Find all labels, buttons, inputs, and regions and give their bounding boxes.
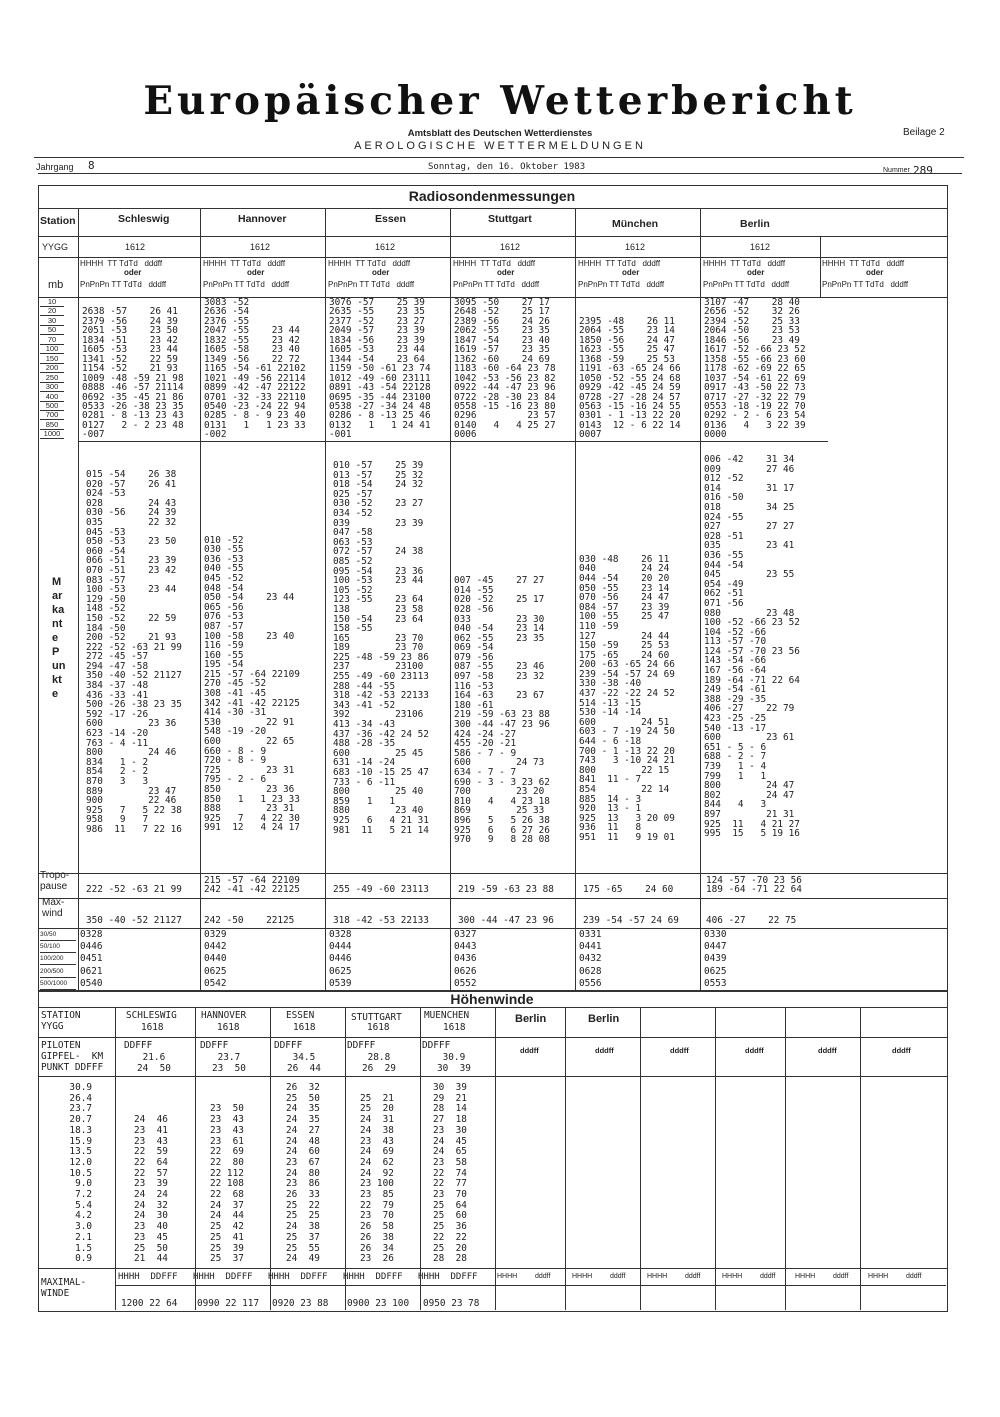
summit-muenchen: 30.9 30 39 — [437, 1052, 471, 1074]
max-head-dddff: dddff — [610, 1273, 626, 1280]
level-label: 250 — [40, 373, 64, 383]
column-head-top: HHHH TT TdTd dddff — [453, 259, 536, 268]
rule — [38, 873, 947, 874]
tropopause-label: Tropo- pause — [40, 870, 70, 892]
level-label: 150 — [40, 354, 64, 364]
sig-stuttgart: 007 -45 27 27 014 -55 020 -52 25 17 028 -56 033 23 30 040 -54 23 14 062 -55 23 35 069 -54 079 -56 087 -55 23 46 097 -58 23 32 116 -53 164 -63 23 67 180 -61 219 -59 -63 23 88 300 -44 -47 23 96 424 -24 -27 455 -20 -21 586 - 7 - 9 600 24 73 634 - 7 - 7 690 - 3 - 3 23 62 700 23 20 810 4 4 23 18 869 25 33 896 5 5 26 38 925 6 6 27 26 970 9 8 28 08 — [454, 575, 550, 846]
maxwind-label: Max- wind — [42, 897, 65, 919]
maxwind-schleswig: 350 -40 -52 21127 — [86, 915, 182, 926]
column-head-bottom: PnPnPn TT TdTd dddff — [453, 280, 540, 289]
max-head: HHHH DDFFF — [193, 1272, 253, 1282]
yygg-schleswig: 1612 — [125, 242, 146, 252]
column-head-top: HHHH TT TdTd dddff — [203, 259, 286, 268]
sig-schleswig: 015 -54 26 38 020 -57 26 41 024 -53 028 24 43 030 -56 24 39 035 22 32 045 -53 050 -53 23 50 060 -54 066 -51 23 39 070 -51 23 42 083 -57 100 -53 23 44 129 -50 148 -52 150 -52 22 59 184 -50 200 -52 21 93 222 -52 -63 21 99 272 -45 -57 294 -47 -58 350 -40 -52 21127 384 -37 -48 436 -33 -41 500 -26 -38 23 35 592 -17 -26 600 23 36 623 -14 -20 763 - 4 -11 800 24 46 834 1 - 2 854 2 - 2 870 3 3 889 23 47 900 22 46 925 7 5 22 38 958 9 7 986 11 7 22 16 — [86, 469, 182, 835]
rule — [78, 441, 828, 442]
wind-col-line — [345, 1007, 346, 1310]
winds-station-stuttgart: STUTTGART — [351, 1012, 402, 1023]
column-head-oder: oder — [372, 268, 390, 277]
shear-berlin: 0330 0447 0439 0625 0553 — [704, 929, 727, 989]
rule — [38, 1076, 947, 1077]
station-berlin: Berlin — [740, 218, 770, 230]
max-head-hhhh: HHHH — [722, 1273, 743, 1280]
winds-station-muenchen: MUENCHEN — [424, 1010, 470, 1021]
max-wind-label: MAXIMAL- WINDE — [41, 1277, 87, 1299]
rule — [38, 208, 947, 209]
wind-col-line — [715, 1007, 716, 1310]
max-head-hhhh: HHHH — [497, 1273, 518, 1280]
max-head: HHHH DDFFF — [268, 1272, 328, 1282]
dofff-stuttgart: DDFFF — [347, 1040, 376, 1051]
pilot-summit-label: PILOTEN GIPFEL- KM PUNKT DDFFF — [41, 1040, 104, 1073]
level-label: 850 — [40, 420, 64, 430]
wind-col-line — [785, 1007, 786, 1310]
winds-stuttgart: 25 21 25 20 24 31 24 38 23 43 24 69 24 62 24 92 23 100 23 85 22 79 23 70 26 58 26 38 26 34 23 26 — [360, 1092, 394, 1265]
level-label: 20 — [40, 306, 64, 316]
shear-label: 500/1000 — [40, 978, 76, 990]
rule — [38, 236, 947, 237]
rule — [38, 898, 947, 899]
winds-station-essen: ESSEN — [286, 1010, 315, 1021]
dofff-hannover: DDFFF — [200, 1040, 229, 1051]
maxwind-stuttgart: 300 -44 -47 23 96 — [458, 915, 554, 926]
dddff-header: dddff — [818, 1046, 837, 1055]
winds-yygg-hannover: 1618 — [217, 1022, 240, 1033]
wind-col-line — [860, 1007, 861, 1310]
level-label: 100 — [40, 344, 64, 354]
level-label: 30 — [40, 316, 64, 326]
station-label: Station — [40, 215, 76, 227]
std-berlin: 3107 -47 28 40 2656 -52 32 26 2394 -52 25 33 2064 -50 23 53 1846 -56 23 49 1617 -52 -66 23 52 1358 -55 -66 23 60 1178 -62 -69 22 65 1037 -54 -61 22 69 0917 -43 -50 22 73 0717 -27 -32 22 79 0553 -18 -19 22 70 0292 - 2 - 6 23 54 0136 4 3 22 39 0000 — [704, 297, 806, 441]
station-muenchen: München — [612, 218, 659, 230]
winds-station-hannover: HANNOVER — [201, 1010, 247, 1021]
column-head-top: HHHH TT TdTd dddff — [703, 259, 786, 268]
winds-station-berlin-2: Berlin — [588, 1013, 620, 1025]
level-label: 70 — [40, 335, 64, 345]
wind-col-line — [640, 1007, 641, 1310]
maxwind-value-stuttgart: 0900 23 100 — [347, 1298, 410, 1309]
yygg-hannover: 1612 — [250, 242, 271, 252]
wind-col-line — [270, 1007, 271, 1310]
sig-essen: 010 -57 25 39 013 -57 25 32 018 -54 24 32 025 -57 030 -52 23 27 034 -52 039 23 39 047 -58 063 -53 072 -57 24 38 085 -52 095 -54 23 36 100 -53 23 44 105 -52 123 -55 23 64 138 23 58 150 -54 23 64 158 -55 165 23 70 189 23 70 225 -48 -59 23 86 237 23100 255 -49 -60 23113 288 -44 -55 318 -42 -53 22133 343 -41 -52 392 23106 413 -34 -43 437 -36 -42 24 52 488 -28 -35 600 25 45 631 -14 -24 683 -10 -15 25 47 733 - 6 -11 800 25 40 859 1 1 880 23 40 925 6 4 21 31 981 11 5 21 14 — [333, 460, 429, 836]
winds-essen: 26 32 25 50 24 35 24 35 24 27 24 48 24 60 23 67 24 80 23 86 26 33 25 22 25 25 24 38 25 37 25 55 24 49 — [286, 1082, 320, 1265]
std-essen: 3076 -57 25 39 2635 -55 23 35 2377 -52 23 27 2049 -57 23 39 1834 -56 23 39 1605 -53 23 44 1344 -54 23 64 1159 -50 -61 23 74 1012 -49 -60 23111 0891 -43 -54 22128 0695 -35 -44 23100 0538 -27 -34 24 48 0286 - 8 -13 25 46 0132 1 1 24 41 -001 — [329, 297, 431, 441]
max-head-hhhh: HHHH — [868, 1273, 889, 1280]
radiosonde-caption: Radiosondenmessungen — [408, 188, 576, 204]
winds-frame — [38, 990, 948, 1312]
number-value: 289 — [913, 164, 933, 177]
std-muenchen: 2395 -48 26 11 2064 -55 23 14 1850 -56 24 47 1623 -55 25 47 1368 -59 25 53 1191 -63 -65 24 66 1050 -52 -55 24 68 0929 -42 -45 24 59 0728 -27 -28 24 57 0563 -15 -16 24 55 0301 - 1 -13 22 20 0143 12 - 6 22 14 0007 — [579, 315, 681, 441]
tropo-essen: 255 -49 -60 23113 — [333, 884, 429, 896]
section-title: AEROLOGISCHE WETTERMELDUNGEN — [354, 140, 646, 152]
winds-station-berlin-1: Berlin — [515, 1013, 547, 1025]
wind-col-line — [420, 1007, 421, 1310]
std-hannover: 3083 -52 2636 -54 2376 -55 2047 -55 23 44 1832 -55 23 42 1605 -58 23 40 1349 -56 22 72 1165 -54 -61 22102 1021 -49 -56 22114 0899 -42 -47 22122 0701 -32 -33 22110 0540 -23 -24 22 94 0285 - 8 - 9 23 40 0131 1 1 23 33 -002 — [204, 297, 306, 441]
issue-date: Sonntag, den 16. Oktober 1983 — [428, 162, 586, 172]
max-head-hhhh: HHHH — [795, 1273, 816, 1280]
col-line — [200, 208, 201, 990]
wind-col-line — [495, 1007, 496, 1310]
shear-label: 50/100 — [40, 941, 76, 953]
yygg-berlin: 1612 — [750, 242, 771, 252]
tropo-stuttgart: 219 -59 -63 23 88 — [458, 884, 554, 896]
col-line — [700, 208, 701, 990]
shear-schleswig: 0328 0446 0451 0621 0540 — [80, 929, 103, 989]
sig-muenchen: 030 -48 26 11 040 24 24 044 -54 20 20 050 -55 23 14 070 -56 24 47 084 -57 23 39 100 -55 25 47 110 -59 127 24 44 150 -59 25 53 175 -65 24 60 200 -63 -65 24 66 239 -54 -57 24 69 330 -38 -40 437 -22 -22 24 52 514 -13 -15 530 -14 -14 600 24 51 603 - 7 -19 24 50 644 - 6 -18 700 - 1 -13 22 20 743 3 -10 24 21 800 22 15 841 11 - 7 854 22 14 885 14 - 3 920 13 - 1 925 13 3 20 09 936 11 8 951 11 9 19 01 — [579, 553, 675, 843]
dddff-header: dddff — [595, 1046, 614, 1055]
column-head-oder: oder — [247, 268, 265, 277]
column-head-top: HHHH TT TdTd dddff — [822, 259, 905, 268]
column-head-bottom: PnPnPn TT TdTd dddff — [328, 280, 415, 289]
yygg-label: YYGG — [42, 242, 69, 252]
max-head-dddff: dddff — [906, 1273, 922, 1280]
column-head-oder: oder — [124, 268, 142, 277]
shear-muenchen: 0331 0441 0432 0628 0556 — [579, 929, 602, 989]
max-head-dddff: dddff — [685, 1273, 701, 1280]
maxwind-muenchen: 239 -54 -57 24 69 — [583, 915, 679, 926]
level-label: 300 — [40, 382, 64, 392]
winds-station-label: STATION — [41, 1010, 81, 1021]
dofff-muenchen: DDFFF — [422, 1040, 451, 1051]
maxwind-value-schleswig: 1200 22 64 — [121, 1298, 178, 1309]
column-head-top: HHHH TT TdTd dddff — [80, 259, 163, 268]
winds-yygg-schleswig: 1618 — [141, 1022, 164, 1033]
supplement-label: Beilage 2 — [903, 127, 945, 138]
winds-yygg-label: YYGG — [41, 1021, 64, 1032]
max-head-dddff: dddff — [760, 1273, 776, 1280]
sig-hannover: 010 -52 030 -55 036 -53 040 -55 045 -52 048 -54 050 -54 23 44 065 -56 076 -53 087 -57 100 -58 23 40 116 -59 160 -55 195 -54 215 -57 -64 22109 270 -45 -52 308 -41 -45 342 -41 -42 22125 414 -30 -31 530 22 91 548 -19 -20 600 22 65 660 - 8 - 9 720 - 8 - 9 725 23 31 795 - 2 - 6 850 23 36 850 1 1 23 33 888 23 31 925 7 4 22 30 991 12 4 24 17 — [204, 534, 300, 834]
winds-yygg-stuttgart: 1618 — [367, 1022, 390, 1033]
col-line — [820, 236, 821, 297]
page-subtitle: Amtsblatt des Deutschen Wetterdienstes — [407, 128, 593, 139]
wind-col-line — [115, 1007, 116, 1310]
level-label: 50 — [40, 325, 64, 335]
winds-yygg-muenchen: 1618 — [443, 1022, 466, 1033]
sig-points-label: Markante Punkte — [52, 576, 66, 700]
tropo-muenchen: 175 -65 24 60 — [583, 884, 674, 896]
maxwind-value-essen: 0920 23 88 — [272, 1298, 329, 1309]
header-rule-2 — [38, 173, 962, 174]
station-stuttgart: Stuttgart — [488, 213, 532, 225]
header-rule — [34, 157, 964, 158]
dddff-header: dddff — [520, 1046, 539, 1055]
maxwind-hannover: 242 -50 22125 — [204, 915, 295, 926]
tropo-hannover: 215 -57 -64 22109 242 -41 -42 22125 — [204, 875, 300, 896]
col-line — [450, 208, 451, 990]
level-label: 700 — [40, 410, 64, 420]
column-head-oder: oder — [747, 268, 765, 277]
winds-caption: Höhenwinde — [450, 991, 534, 1007]
shear-essen: 0328 0444 0446 0625 0539 — [329, 929, 352, 989]
column-head-oder: oder — [497, 268, 515, 277]
mb-label: mb — [48, 279, 64, 291]
tropo-schleswig: 222 -52 -63 21 99 — [86, 884, 182, 896]
rule — [38, 1037, 947, 1038]
shear-label: 200/500 — [40, 966, 76, 978]
rule — [38, 1268, 947, 1269]
summit-essen: 34.5 26 44 — [287, 1052, 321, 1074]
winds-muenchen: 30 39 29 21 28 14 27 18 23 30 24 45 24 65 23 58 22 74 22 77 23 70 25 64 25 60 25 36 22 22 25 20 28 28 — [433, 1082, 467, 1265]
level-label: 400 — [40, 392, 64, 402]
dddff-header: dddff — [892, 1046, 911, 1055]
winds-schleswig: 24 46 23 41 23 43 22 59 22 64 22 57 23 39 24 24 24 32 24 30 23 40 23 45 25 50 21 44 — [134, 1114, 168, 1265]
wind-heights: 30.9 26.4 23.7 20.7 18.3 15.9 13.5 12.0 10.5 9.0 7.2 5.4 4.2 3.0 2.1 1.5 0.9 — [69, 1082, 92, 1265]
column-head-oder: oder — [866, 268, 884, 277]
winds-yygg-essen: 1618 — [293, 1022, 316, 1033]
column-head-oder: oder — [622, 268, 640, 277]
year-value: 8 — [88, 159, 95, 172]
shear-stuttgart: 0327 0443 0436 0626 0552 — [454, 929, 477, 989]
shear-label: 100/200 — [40, 953, 76, 965]
column-head-bottom: PnPnPn TT TdTd dddff — [703, 280, 790, 289]
summit-stuttgart: 28.8 26 29 — [362, 1052, 396, 1074]
max-head: HHHH DDFFF — [118, 1272, 178, 1282]
dofff-schleswig: DDFFF — [124, 1040, 153, 1051]
yygg-essen: 1612 — [375, 242, 396, 252]
rule — [38, 928, 947, 929]
dddff-header: dddff — [670, 1046, 689, 1055]
level-label: 200 — [40, 363, 64, 373]
sig-berlin: 006 -42 31 34 009 27 46 012 -52 014 31 17 016 -50 018 34 25 024 -55 027 27 27 028 -51 035 23 41 036 -55 044 -54 045 23 55 054 -49 062 -51 071 -56 080 23 48 100 -52 -66 23 52 104 -52 -66 113 -57 -70 124 -57 -70 23 56 143 -54 -66 167 -56 -64 189 -64 -71 22 64 249 -54 -61 388 -29 -35 406 -27 22 79 423 -25 -25 540 -13 -17 600 23 61 651 - 5 - 6 688 - 2 - 7 739 1 - 4 799 1 1 800 24 47 802 24 47 844 4 3 897 21 31 925 11 4 21 27 995 15 5 19 16 — [704, 454, 800, 840]
station-essen: Essen — [375, 213, 406, 225]
col-line — [575, 208, 576, 990]
wind-col-line — [195, 1007, 196, 1310]
station-schleswig: Schleswig — [118, 213, 170, 225]
max-head-hhhh: HHHH — [647, 1273, 668, 1280]
max-head: HHHH DDFFF — [343, 1272, 403, 1282]
winds-hannover: 23 50 23 43 23 43 23 61 22 69 22 80 22 112 22 108 22 68 24 37 24 44 25 42 25 41 25 39 25 37 — [210, 1103, 244, 1265]
column-head-top: HHHH TT TdTd dddff — [578, 259, 661, 268]
column-head-bottom: PnPnPn TT TdTd dddff — [80, 280, 167, 289]
std-stuttgart: 3095 -50 27 17 2648 -52 25 17 2389 -56 24 26 2062 -55 23 35 1847 -54 23 40 1619 -57 23 35 1362 -60 24 69 1183 -60 -64 23 78 1042 -53 -56 23 82 0922 -44 -47 23 96 0722 -28 -30 23 84 0558 -15 -16 23 80 0296 23 57 0140 4 4 25 27 0006 — [454, 297, 556, 441]
shear-hannover: 0329 0442 0440 0625 0542 — [204, 929, 227, 989]
max-head-dddff: dddff — [535, 1273, 551, 1280]
column-head-top: HHHH TT TdTd dddff — [328, 259, 411, 268]
rule — [38, 257, 947, 258]
column-head-bottom: PnPnPn TT TdTd dddff — [203, 280, 290, 289]
maxwind-essen: 318 -42 -53 22133 — [333, 915, 429, 926]
yygg-stuttgart: 1612 — [500, 242, 521, 252]
column-head-bottom: PnPnPn TT TdTd dddff — [822, 280, 909, 289]
dofff-essen: DDFFF — [274, 1040, 303, 1051]
col-line — [78, 208, 79, 990]
maxwind-value-hannover: 0990 22 117 — [197, 1298, 260, 1309]
rule — [115, 1285, 946, 1286]
number-label: Nummer — [883, 167, 910, 174]
column-head-bottom: PnPnPn TT TdTd dddff — [578, 280, 665, 289]
winds-station-schleswig: SCHLESWIG — [126, 1010, 177, 1021]
station-hannover: Hannover — [238, 213, 287, 225]
shear-label: 30/50 — [40, 929, 76, 941]
rule — [38, 1007, 947, 1008]
level-label: 1000 — [40, 429, 64, 439]
dddff-header: dddff — [745, 1046, 764, 1055]
yygg-muenchen: 1612 — [625, 242, 646, 252]
col-line — [325, 208, 326, 990]
std-schleswig: 2638 -57 26 41 2379 -56 24 39 2051 -53 23 50 1834 -51 23 42 1605 -53 23 44 1341 -52 22 59 1154 -52 21 93 1009 -48 -59 21 98 0888 -46 -57 21114 0692 -35 -45 21 86 0533 -26 -38 23 35 0281 - 8 -13 23 43 0127 2 - 2 23 48 -007 — [82, 306, 184, 441]
year-label: Jahrgang — [36, 162, 74, 172]
summit-hannover: 23.7 23 50 — [212, 1052, 246, 1074]
level-label: 10 — [40, 297, 64, 307]
maxwind-value-muenchen: 0950 23 78 — [423, 1298, 480, 1309]
maxwind-berlin: 406 -27 22 75 — [706, 915, 797, 926]
page-title: Europäischer Wetterbericht — [143, 78, 857, 124]
summit-schleswig: 21.6 24 50 — [137, 1052, 171, 1074]
wind-col-line — [565, 1007, 566, 1310]
tropo-berlin: 124 -57 -70 23 56 189 -64 -71 22 64 — [706, 875, 802, 896]
max-head: HHHH DDFFF — [418, 1272, 478, 1282]
level-label: 500 — [40, 401, 64, 411]
max-head-dddff: dddff — [833, 1273, 849, 1280]
max-head-hhhh: HHHH — [572, 1273, 593, 1280]
